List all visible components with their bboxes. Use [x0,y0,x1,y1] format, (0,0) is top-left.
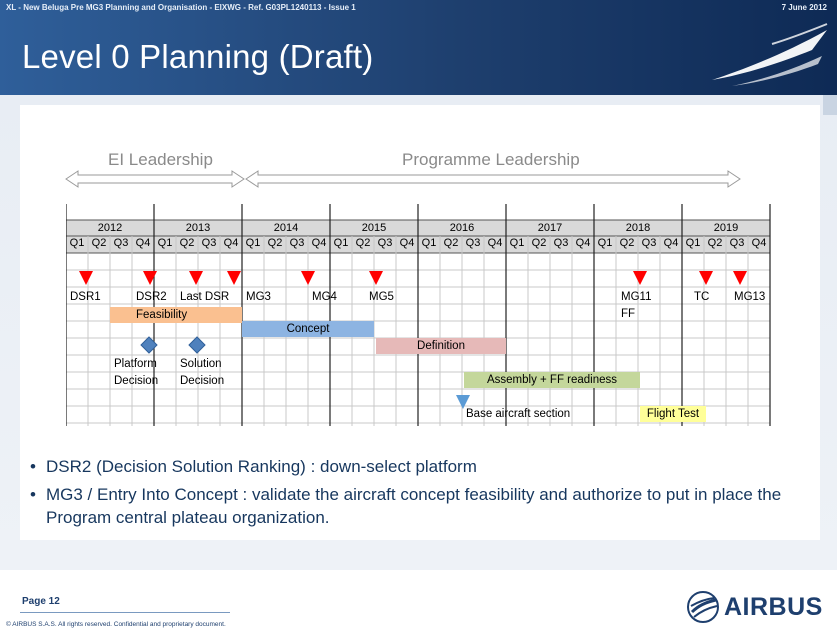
milestone-label-last-dsr: Last DSR [180,291,230,303]
milestone-dsr1-icon [78,270,94,286]
footer-divider [20,612,230,613]
milestone-label-mg5: MG5 [369,291,394,303]
quarter-label: Q4 [575,237,591,249]
bullet-list [30,455,810,534]
year-2015: 2015 [361,222,387,234]
bar-feasibility: Feasibility [110,307,242,323]
ei-leadership-arrow-icon [64,169,248,189]
document-reference: XL - New Beluga Pre MG3 Planning and Organisation - EIXWG - Ref. G03PL1240113 - Issue 1 [6,3,356,12]
slide-header [0,0,837,95]
quarter-label: Q1 [69,237,85,249]
airbus-logo [686,590,823,624]
bar-definition: Definition [376,338,506,354]
quarter-label: Q1 [509,237,525,249]
page-title: Level 0 Planning (Draft) [22,38,374,75]
quarter-label: Q4 [311,237,327,249]
quarter-label: Q2 [443,237,459,249]
quarter-label: Q2 [707,237,723,249]
quarter-label: Q2 [619,237,635,249]
quarter-label: Q4 [223,237,239,249]
quarter-label: Q4 [663,237,679,249]
quarter-label: Q3 [377,237,393,249]
quarter-label: Q2 [531,237,547,249]
milestone-label-dsr1: DSR1 [70,291,101,303]
year-2018: 2018 [625,222,651,234]
page-number: Page 12 [22,596,60,607]
quarter-label: Q3 [729,237,745,249]
quarter-label: Q3 [553,237,569,249]
bullet-item [30,455,810,478]
milestone-dsr2-icon [142,270,158,286]
phase-ei-leadership: EI Leadership [108,150,213,169]
milestone-last-dsr-icon [188,270,204,286]
milestone-label-mg11: MG11 [621,291,652,303]
year-2017: 2017 [537,222,563,234]
quarter-label: Q2 [267,237,283,249]
quarter-label: Q4 [399,237,415,249]
quarter-label: Q1 [685,237,701,249]
decision-label-platform-2: Decision [114,375,159,387]
bullet-dot-icon: • [30,457,36,476]
milestone-label-mg13: MG13 [734,291,766,303]
milestone-mg11-icon [632,270,648,286]
quarter-label: Q1 [245,237,261,249]
programme-leadership-arrow-icon [244,169,744,189]
year-2013: 2013 [185,222,211,234]
year-2014: 2014 [273,222,299,234]
quarter-label: Q1 [421,237,437,249]
bar-assembly-ff-readiness: Assembly + FF readiness [464,372,640,388]
bullet-dot-icon: • [30,485,36,504]
quarter-label: Q3 [641,237,657,249]
year-2012: 2012 [97,222,123,234]
quarter-label: Q2 [355,237,371,249]
decision-label-platform: Platform [114,358,157,370]
platform-decision-diamond-icon [140,336,158,354]
quarter-label: Q4 [751,237,767,249]
milestone-label-ff: FF [621,308,636,320]
milestone-label-mg4: MG4 [312,291,337,303]
year-2016: 2016 [449,222,475,234]
milestone-label-dsr2: DSR2 [136,291,167,303]
airbus-emblem-icon [686,590,720,624]
document-date: 7 June 2012 [781,3,827,12]
milestone-mg5-icon [368,270,384,286]
planning-gantt-chart [66,204,774,426]
quarter-label: Q1 [157,237,173,249]
year-2019: 2019 [713,222,739,234]
quarter-label: Q3 [113,237,129,249]
bullet-text-dsr2: DSR2 (Decision Solution Ranking) : down-select platform [46,457,477,476]
quarter-label: Q3 [201,237,217,249]
quarter-label: Q4 [135,237,151,249]
bar-concept: Concept [242,321,374,337]
bullet-text-mg3: MG3 / Entry Into Concept : validate the aircraft concept feasibility and authorize to put in place the Program central plateau organization. [46,485,782,527]
quarter-label: Q4 [487,237,503,249]
bullet-item [30,483,810,529]
quarter-label: Q3 [465,237,481,249]
milestone-tc-icon [698,270,714,286]
decision-label-solution-2: Decision [180,375,225,387]
phase-programme-leadership: Programme Leadership [402,150,580,169]
quarter-label: Q2 [91,237,107,249]
airbus-wordmark: AIRBUS [724,592,823,621]
decision-label-solution: Solution [180,358,222,370]
side-tab [823,95,837,115]
airbus-swoosh-icon [702,20,832,90]
quarter-label: Q2 [179,237,195,249]
milestone-label-tc: TC [694,291,710,303]
top-info-strip [0,0,837,17]
base-aircraft-label: Base aircraft section [466,408,571,420]
milestone-label-mg3: MG3 [246,291,271,303]
quarter-label: Q1 [597,237,613,249]
quarter-label: Q3 [289,237,305,249]
milestone-mg13-icon [732,270,748,286]
solution-decision-diamond-icon [188,336,206,354]
copyright-notice: © AIRBUS S.A.S. All rights reserved. Confidential and proprietary document. [6,621,226,628]
milestone-mg3-icon [226,270,242,286]
quarter-label: Q1 [333,237,349,249]
bar-flight-test: Flight Test [640,406,706,422]
milestone-mg4-icon [300,270,316,286]
